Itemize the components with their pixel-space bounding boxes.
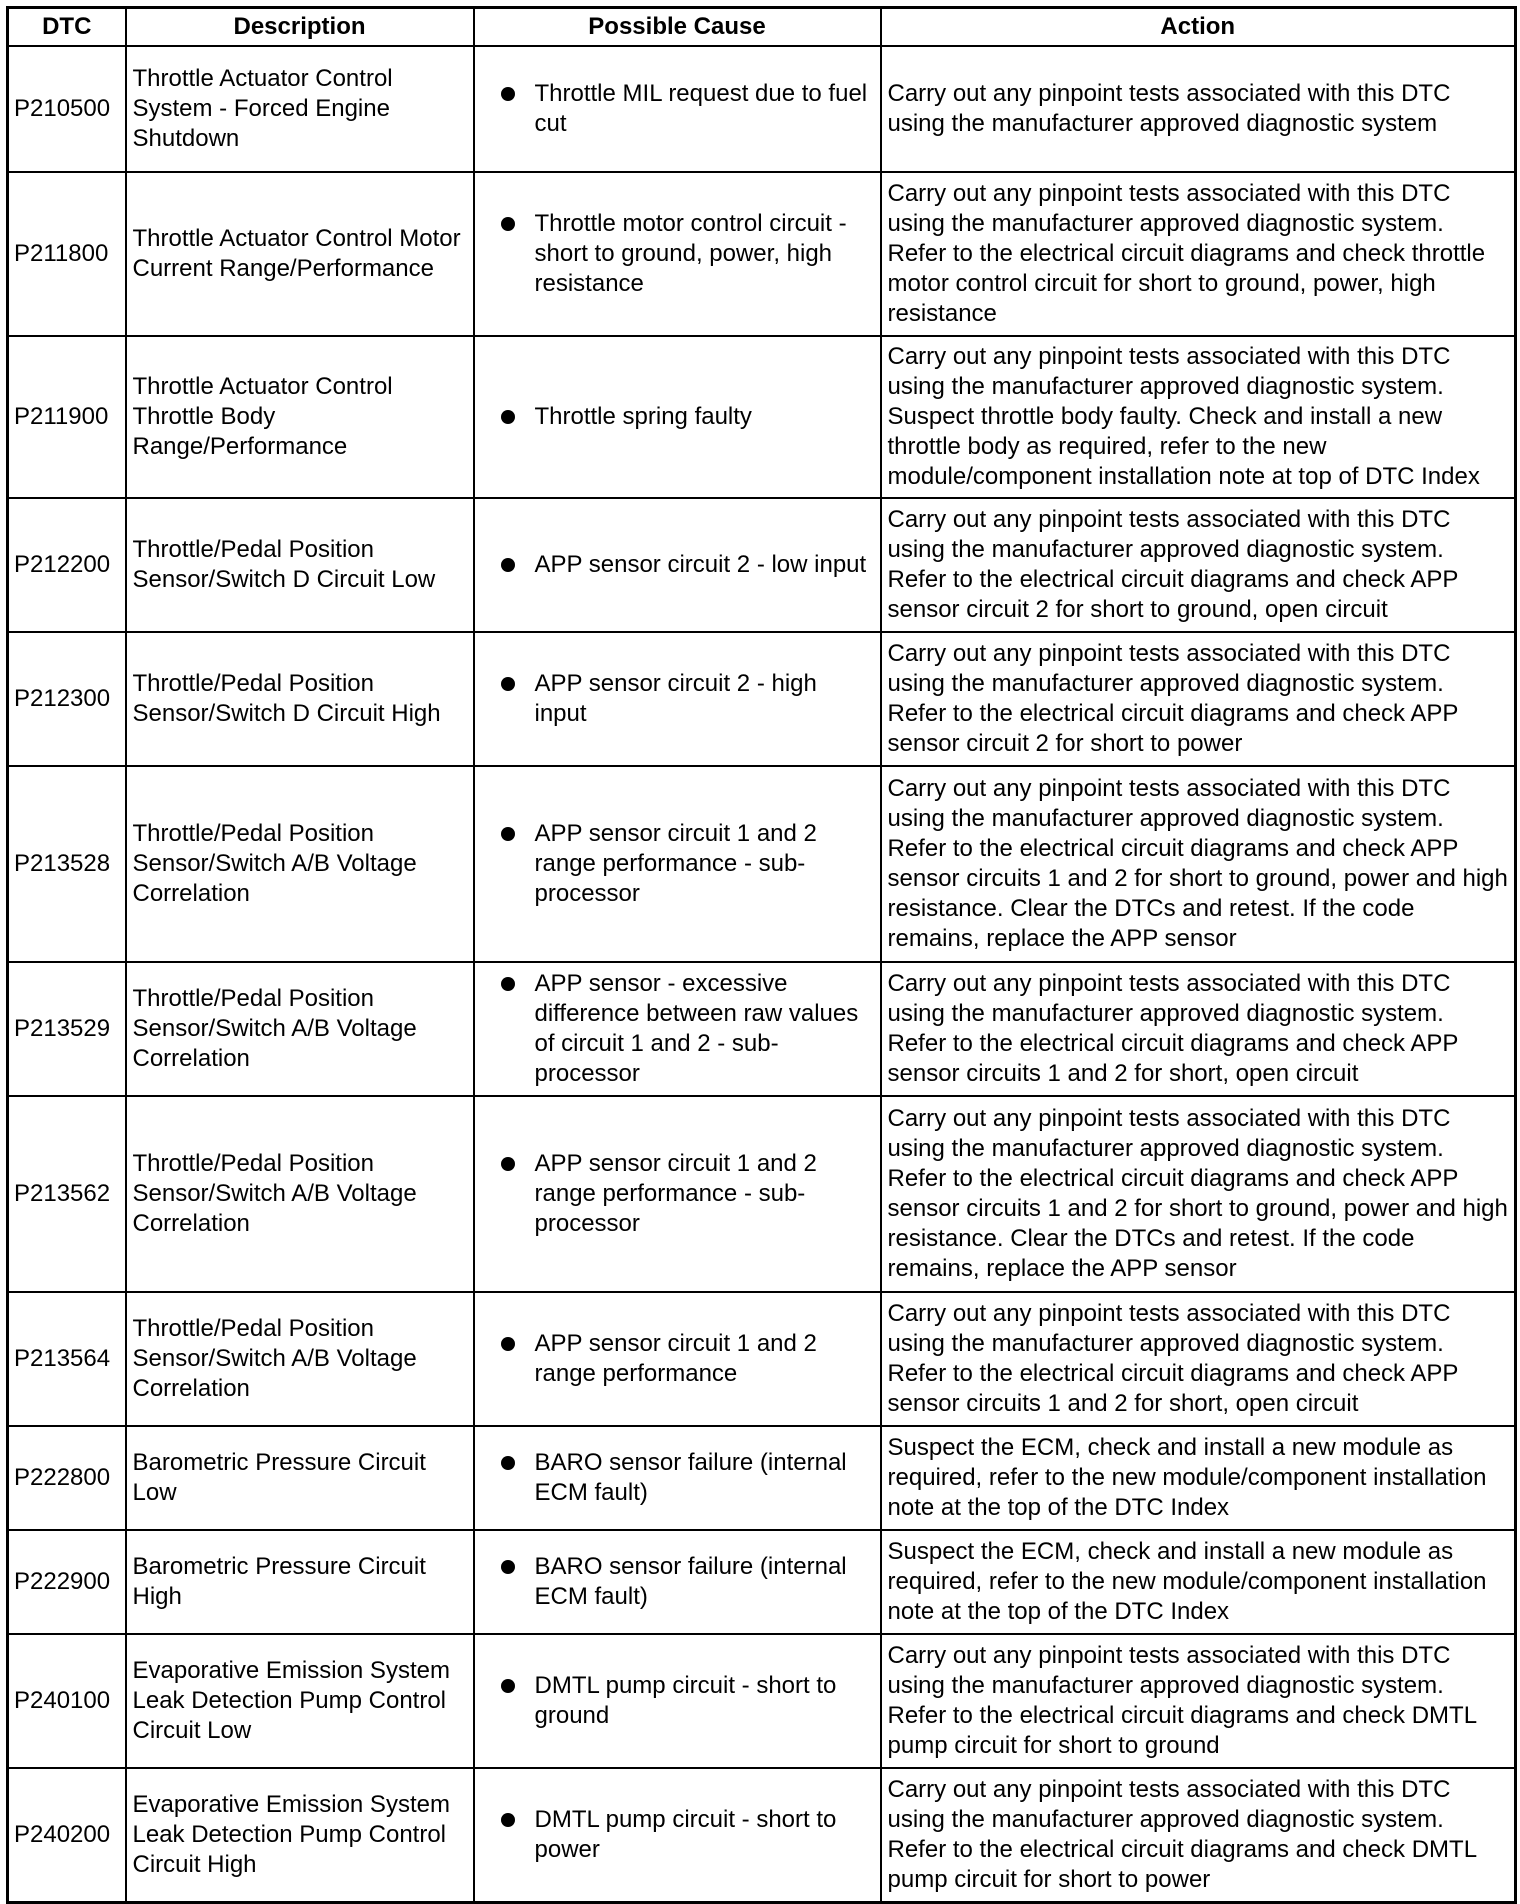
dtc-description: Throttle Actuator Control Throttle Body Range/Performance xyxy=(126,336,474,498)
bullet-icon xyxy=(501,1157,515,1171)
table-row xyxy=(8,1096,1516,1292)
header-dtc: DTC xyxy=(8,8,126,47)
action-text: Carry out any pinpoint tests associated with this DTC using the manufacturer approved diagnostic system xyxy=(881,46,1516,172)
possible-cause-text: APP sensor circuit 1 and 2 range performance xyxy=(534,1330,817,1387)
dtc-description: Throttle/Pedal Position Sensor/Switch D Circuit Low xyxy=(126,498,474,632)
action-text: Carry out any pinpoint tests associated with this DTC using the manufacturer approved diagnostic system. Refer to the electrical circuit diagrams and check throttle motor control circuit for short to ground, power, high resistance xyxy=(881,172,1516,336)
dtc-code: P211900 xyxy=(8,336,126,498)
dtc-code: P212300 xyxy=(8,632,126,766)
dtc-code: P240100 xyxy=(8,1634,126,1768)
dtc-code: P222800 xyxy=(8,1426,126,1530)
bullet-icon xyxy=(501,677,515,691)
bullet-icon xyxy=(501,217,515,231)
possible-cause-text: BARO sensor failure (internal ECM fault) xyxy=(534,1553,847,1610)
dtc-description: Barometric Pressure Circuit High xyxy=(126,1530,474,1634)
header-possible-cause: Possible Cause xyxy=(474,8,881,47)
bullet-icon xyxy=(501,1456,515,1470)
dtc-code: P213564 xyxy=(8,1292,126,1426)
possible-cause xyxy=(474,1426,881,1530)
action-text: Carry out any pinpoint tests associated with this DTC using the manufacturer approved diagnostic system. Refer to the electrical circuit diagrams and check APP sensor circuit 2 for short to ground, open circuit xyxy=(881,498,1516,632)
table-row xyxy=(8,46,1516,172)
action-text: Carry out any pinpoint tests associated with this DTC using the manufacturer approved diagnostic system. Suspect throttle body faulty. Check and install a new throttle body as required, refer to the new module/component installation note at top of DTC Index xyxy=(881,336,1516,498)
table-row xyxy=(8,1530,1516,1634)
possible-cause-text: Throttle motor control circuit - short to ground, power, high resistance xyxy=(534,210,847,297)
action-text: Carry out any pinpoint tests associated with this DTC using the manufacturer approved diagnostic system. Refer to the electrical circuit diagrams and check APP sensor circuits 1 and 2 for short to ground, power and high resistance. Clear the DTCs and retest. If the code remains, replace the APP sensor xyxy=(881,1096,1516,1292)
bullet-icon xyxy=(501,827,515,841)
possible-cause xyxy=(474,46,881,172)
table-row xyxy=(8,336,1516,498)
dtc-code: P240200 xyxy=(8,1768,126,1902)
possible-cause xyxy=(474,172,881,336)
table-row xyxy=(8,632,1516,766)
bullet-icon xyxy=(501,1679,515,1693)
possible-cause-text: APP sensor circuit 1 and 2 range performance - sub-processor xyxy=(534,820,817,907)
bullet-icon xyxy=(501,1560,515,1574)
possible-cause xyxy=(474,336,881,498)
bullet-icon xyxy=(501,558,515,572)
dtc-description: Evaporative Emission System Leak Detection Pump Control Circuit High xyxy=(126,1768,474,1902)
action-text: Carry out any pinpoint tests associated with this DTC using the manufacturer approved diagnostic system. Refer to the electrical circuit diagrams and check APP sensor circuits 1 and 2 for short, open circuit xyxy=(881,1292,1516,1426)
action-text: Carry out any pinpoint tests associated with this DTC using the manufacturer approved diagnostic system. Refer to the electrical circuit diagrams and check DMTL pump circuit for short to power xyxy=(881,1768,1516,1902)
possible-cause-text: Throttle MIL request due to fuel cut xyxy=(534,80,868,137)
table-row xyxy=(8,766,1516,962)
possible-cause xyxy=(474,1634,881,1768)
possible-cause-text: DMTL pump circuit - short to ground xyxy=(534,1672,837,1729)
possible-cause xyxy=(474,962,881,1096)
dtc-code: P222900 xyxy=(8,1530,126,1634)
dtc-description: Throttle Actuator Control Motor Current Range/Performance xyxy=(126,172,474,336)
table-row xyxy=(8,498,1516,632)
possible-cause-text: BARO sensor failure (internal ECM fault) xyxy=(534,1449,847,1506)
possible-cause-text: DMTL pump circuit - short to power xyxy=(534,1805,837,1863)
action-text: Carry out any pinpoint tests associated with this DTC using the manufacturer approved diagnostic system. Refer to the electrical circuit diagrams and check APP sensor circuits 1 and 2 for short, open circuit xyxy=(881,962,1516,1096)
action-text: Suspect the ECM, check and install a new module as required, refer to the new module/component installation note at the top of the DTC Index xyxy=(881,1426,1516,1530)
possible-cause xyxy=(474,1292,881,1426)
possible-cause xyxy=(474,766,881,962)
dtc-code: P213528 xyxy=(8,766,126,962)
dtc-code: P212200 xyxy=(8,498,126,632)
table-row xyxy=(8,1426,1516,1530)
table-row xyxy=(8,1292,1516,1426)
dtc-description: Throttle/Pedal Position Sensor/Switch A/B Voltage Correlation xyxy=(126,766,474,962)
action-text: Suspect the ECM, check and install a new module as required, refer to the new module/component installation note at the top of the DTC Index xyxy=(881,1530,1516,1634)
possible-cause-text: APP sensor circuit 1 and 2 range performance - sub-processor xyxy=(534,1150,817,1237)
header-description: Description xyxy=(126,8,474,47)
possible-cause-text: APP sensor - excessive difference between raw values of circuit 1 and 2 - sub-processor xyxy=(534,970,859,1087)
dtc-description: Throttle/Pedal Position Sensor/Switch A/B Voltage Correlation xyxy=(126,962,474,1096)
dtc-code: P213562 xyxy=(8,1096,126,1292)
header-row xyxy=(8,8,1516,47)
possible-cause xyxy=(474,1530,881,1634)
dtc-code: P210500 xyxy=(8,46,126,172)
dtc-description: Throttle Actuator Control System - Forced Engine Shutdown xyxy=(126,46,474,172)
table-row xyxy=(8,172,1516,336)
possible-cause-text: Throttle spring faulty xyxy=(534,403,752,430)
table-row xyxy=(8,1634,1516,1768)
dtc-table xyxy=(6,6,1517,1904)
possible-cause xyxy=(474,1768,881,1902)
action-text: Carry out any pinpoint tests associated with this DTC using the manufacturer approved diagnostic system. Refer to the electrical circuit diagrams and check APP sensor circuit 2 for short to power xyxy=(881,632,1516,766)
dtc-code: P213529 xyxy=(8,962,126,1096)
dtc-description: Barometric Pressure Circuit Low xyxy=(126,1426,474,1530)
bullet-icon xyxy=(501,410,515,424)
dtc-description: Throttle/Pedal Position Sensor/Switch A/B Voltage Correlation xyxy=(126,1096,474,1292)
possible-cause xyxy=(474,498,881,632)
bullet-icon xyxy=(501,977,515,991)
bullet-icon xyxy=(501,1813,515,1827)
table-row xyxy=(8,1768,1516,1902)
table-row xyxy=(8,962,1516,1096)
action-text: Carry out any pinpoint tests associated with this DTC using the manufacturer approved diagnostic system. Refer to the electrical circuit diagrams and check DMTL pump circuit for short to ground xyxy=(881,1634,1516,1768)
header-action: Action xyxy=(881,8,1516,47)
dtc-description: Throttle/Pedal Position Sensor/Switch A/B Voltage Correlation xyxy=(126,1292,474,1426)
dtc-description: Throttle/Pedal Position Sensor/Switch D Circuit High xyxy=(126,632,474,766)
action-text: Carry out any pinpoint tests associated with this DTC using the manufacturer approved diagnostic system. Refer to the electrical circuit diagrams and check APP sensor circuits 1 and 2 for short to ground, power and high resistance. Clear the DTCs and retest. If the code remains, replace the APP sensor xyxy=(881,766,1516,962)
dtc-description: Evaporative Emission System Leak Detection Pump Control Circuit Low xyxy=(126,1634,474,1768)
bullet-icon xyxy=(501,1337,515,1351)
possible-cause-text: APP sensor circuit 2 - low input xyxy=(534,551,867,578)
possible-cause-text: APP sensor circuit 2 - high input xyxy=(534,670,817,727)
dtc-code: P211800 xyxy=(8,172,126,336)
bullet-icon xyxy=(501,87,515,101)
possible-cause xyxy=(474,1096,881,1292)
possible-cause xyxy=(474,632,881,766)
